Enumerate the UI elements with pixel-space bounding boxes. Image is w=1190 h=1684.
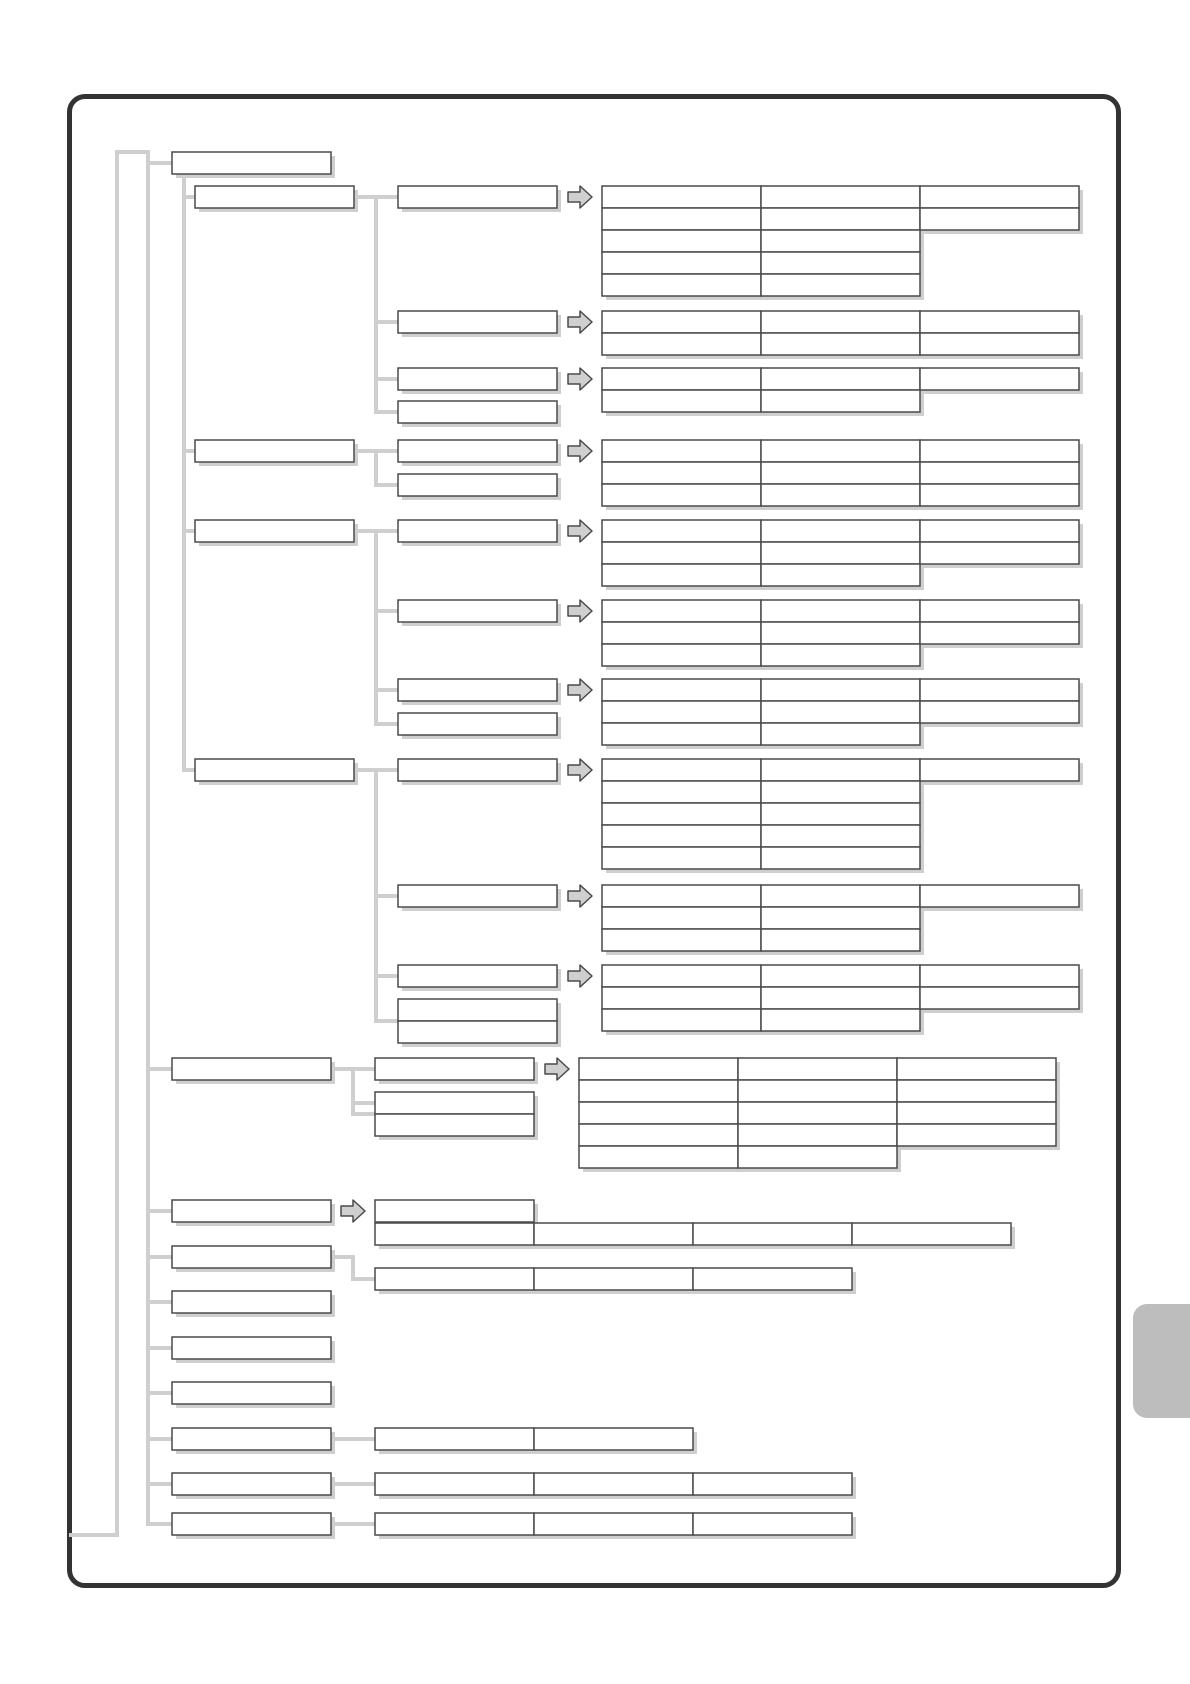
option-cell	[375, 1223, 538, 1249]
box-face	[579, 1124, 738, 1146]
box-face	[602, 484, 761, 506]
box-face	[398, 999, 557, 1021]
option-cell	[920, 622, 1083, 648]
box-face	[172, 1382, 331, 1404]
option-cell	[738, 1146, 901, 1172]
box-face	[602, 885, 761, 907]
box-face	[398, 965, 557, 987]
option-cell	[920, 542, 1083, 568]
option-cell	[920, 701, 1083, 727]
box-face	[172, 1513, 331, 1535]
right-arrow-icon	[568, 885, 592, 907]
box-face	[172, 1246, 331, 1268]
box-face	[602, 701, 761, 723]
option-cell	[534, 1428, 697, 1454]
box-face	[375, 1223, 534, 1245]
option-cell	[602, 564, 765, 590]
menu-item-box	[398, 679, 561, 705]
menu-item-box	[172, 1473, 335, 1499]
option-cell	[920, 759, 1083, 785]
box-face	[761, 208, 920, 230]
box-face	[738, 1080, 897, 1102]
box-face	[172, 1200, 331, 1222]
box-face	[761, 803, 920, 825]
box-face	[920, 679, 1079, 701]
option-cell	[602, 390, 765, 416]
box-face	[738, 1102, 897, 1124]
option-cell	[602, 333, 765, 359]
box-face	[195, 759, 354, 781]
box-face	[172, 1291, 331, 1313]
box-face	[602, 230, 761, 252]
box-face	[761, 333, 920, 355]
box-face	[398, 679, 557, 701]
box-face	[375, 1473, 534, 1495]
box-face	[852, 1223, 1011, 1245]
box-face	[602, 600, 761, 622]
box-face	[761, 885, 920, 907]
box-face	[761, 390, 920, 412]
option-cell	[920, 484, 1083, 510]
right-arrow-icon	[545, 1058, 569, 1080]
box-face	[920, 622, 1079, 644]
box-face	[602, 803, 761, 825]
option-cell	[534, 1473, 697, 1499]
box-face	[602, 520, 761, 542]
box-face	[398, 759, 557, 781]
option-cell	[761, 274, 924, 300]
option-cell	[761, 847, 924, 873]
right-arrow-icon	[568, 186, 592, 208]
option-cell	[761, 484, 924, 510]
option-cell	[375, 1473, 538, 1499]
box-face	[761, 679, 920, 701]
box-face	[738, 1058, 897, 1080]
box-face	[920, 333, 1079, 355]
box-face	[602, 965, 761, 987]
menu-item-box	[375, 1114, 538, 1140]
box-face	[920, 311, 1079, 333]
box-face	[920, 759, 1079, 781]
menu-item-box	[172, 1291, 335, 1317]
menu-item-box	[398, 186, 561, 212]
box-face	[172, 1428, 331, 1450]
box-face	[602, 274, 761, 296]
box-face	[693, 1513, 852, 1535]
option-cell	[920, 885, 1083, 911]
box-face	[172, 152, 331, 174]
box-face	[172, 1058, 331, 1080]
box-face	[398, 311, 557, 333]
option-cell	[534, 1268, 697, 1294]
option-cell	[579, 1146, 742, 1172]
menu-item-box	[172, 152, 335, 178]
box-face	[579, 1080, 738, 1102]
option-cell	[897, 1124, 1060, 1150]
box-face	[761, 311, 920, 333]
box-face	[172, 1337, 331, 1359]
box-face	[761, 759, 920, 781]
box-face	[761, 368, 920, 390]
box-face	[398, 713, 557, 735]
option-cell	[375, 1513, 538, 1539]
box-face	[602, 333, 761, 355]
box-face	[398, 368, 557, 390]
option-cell	[761, 929, 924, 955]
box-face	[602, 564, 761, 586]
menu-item-box	[195, 186, 358, 212]
box-face	[375, 1513, 534, 1535]
box-face	[761, 1009, 920, 1031]
box-face	[375, 1268, 534, 1290]
menu-item-box	[398, 885, 561, 911]
box-face	[602, 311, 761, 333]
box-face	[534, 1473, 693, 1495]
box-face	[375, 1428, 534, 1450]
box-face	[375, 1058, 534, 1080]
box-face	[738, 1146, 897, 1168]
option-cell	[602, 644, 765, 670]
box-face	[897, 1080, 1056, 1102]
box-face	[602, 462, 761, 484]
box-face	[761, 622, 920, 644]
menu-item-box	[398, 1021, 561, 1047]
right-arrow-icon	[568, 600, 592, 622]
menu-item-box	[398, 311, 561, 337]
box-face	[761, 701, 920, 723]
menu-item-box	[172, 1200, 335, 1226]
box-face	[602, 208, 761, 230]
box-face	[920, 208, 1079, 230]
option-cell	[375, 1428, 538, 1454]
menu-item-box	[195, 520, 358, 546]
box-face	[195, 440, 354, 462]
box-face	[602, 252, 761, 274]
menu-item-box	[195, 440, 358, 466]
box-face	[398, 401, 557, 423]
box-face	[375, 1114, 534, 1136]
menu-item-box	[398, 368, 561, 394]
box-face	[693, 1473, 852, 1495]
box-face	[920, 987, 1079, 1009]
box-face	[602, 679, 761, 701]
box-face	[761, 542, 920, 564]
box-face	[761, 781, 920, 803]
box-face	[195, 520, 354, 542]
box-face	[602, 759, 761, 781]
box-face	[398, 1021, 557, 1043]
option-cell	[761, 644, 924, 670]
right-arrow-icon	[341, 1200, 365, 1222]
box-face	[761, 825, 920, 847]
right-arrow-icon	[568, 520, 592, 542]
box-face	[602, 723, 761, 745]
menu-item-box	[398, 600, 561, 626]
menu-item-box	[172, 1513, 335, 1539]
menu-item-box	[375, 1200, 538, 1226]
box-face	[920, 701, 1079, 723]
right-arrow-icon	[568, 311, 592, 333]
box-face	[398, 186, 557, 208]
box-face	[398, 520, 557, 542]
box-face	[897, 1124, 1056, 1146]
option-cell	[920, 368, 1083, 394]
option-cell	[693, 1513, 856, 1539]
option-cell	[602, 1009, 765, 1035]
box-face	[579, 1102, 738, 1124]
box-face	[602, 542, 761, 564]
menu-item-box	[398, 759, 561, 785]
box-face	[761, 484, 920, 506]
box-face	[398, 440, 557, 462]
box-face	[602, 987, 761, 1009]
box-face	[602, 186, 761, 208]
box-face	[602, 622, 761, 644]
box-face	[920, 440, 1079, 462]
box-face	[920, 542, 1079, 564]
box-face	[579, 1146, 738, 1168]
box-face	[761, 230, 920, 252]
option-cell	[693, 1223, 856, 1249]
box-face	[761, 907, 920, 929]
box-face	[602, 1009, 761, 1031]
box-face	[761, 644, 920, 666]
menu-item-box	[398, 713, 561, 739]
box-face	[602, 781, 761, 803]
box-face	[761, 520, 920, 542]
box-face	[534, 1223, 693, 1245]
box-face	[602, 440, 761, 462]
box-face	[920, 484, 1079, 506]
menu-item-box	[398, 401, 561, 427]
box-face	[693, 1223, 852, 1245]
option-cell	[534, 1223, 697, 1249]
box-face	[761, 929, 920, 951]
menu-item-box	[398, 474, 561, 500]
box-face	[897, 1102, 1056, 1124]
box-face	[920, 520, 1079, 542]
menu-item-box	[172, 1337, 335, 1363]
box-face	[761, 462, 920, 484]
box-face	[693, 1268, 852, 1290]
box-face	[761, 965, 920, 987]
box-face	[579, 1058, 738, 1080]
option-cell	[602, 929, 765, 955]
box-face	[534, 1513, 693, 1535]
box-face	[375, 1092, 534, 1114]
connector-lines	[71, 152, 398, 1535]
menu-item-box	[398, 965, 561, 991]
menu-item-box	[172, 1058, 335, 1084]
option-cell	[920, 987, 1083, 1013]
box-face	[920, 186, 1079, 208]
option-cell	[761, 1009, 924, 1035]
box-face	[398, 600, 557, 622]
right-arrow-icon	[568, 679, 592, 701]
option-cell	[920, 208, 1083, 234]
right-arrow-icon	[568, 368, 592, 390]
box-face	[761, 723, 920, 745]
option-cell	[602, 723, 765, 749]
option-cell	[375, 1268, 538, 1294]
box-face	[602, 368, 761, 390]
option-cell	[761, 333, 924, 359]
option-cell	[693, 1473, 856, 1499]
box-face	[761, 252, 920, 274]
right-arrow-icon	[568, 440, 592, 462]
box-face	[398, 474, 557, 496]
box-face	[534, 1268, 693, 1290]
box-face	[920, 885, 1079, 907]
option-cell	[761, 390, 924, 416]
box-face	[534, 1428, 693, 1450]
option-cell	[761, 564, 924, 590]
menu-item-box	[398, 520, 561, 546]
box-face	[761, 186, 920, 208]
option-cell	[852, 1223, 1015, 1249]
option-cell	[693, 1268, 856, 1294]
menu-boxes	[172, 152, 1083, 1539]
menu-item-box	[172, 1246, 335, 1272]
box-face	[602, 907, 761, 929]
box-face	[920, 600, 1079, 622]
box-face	[602, 929, 761, 951]
box-face	[761, 274, 920, 296]
box-face	[195, 186, 354, 208]
box-face	[602, 390, 761, 412]
box-face	[761, 600, 920, 622]
box-face	[602, 847, 761, 869]
right-arrow-icon	[568, 965, 592, 987]
option-cell	[534, 1513, 697, 1539]
option-cell	[602, 847, 765, 873]
option-cell	[920, 333, 1083, 359]
right-arrow-icon	[568, 759, 592, 781]
box-face	[920, 462, 1079, 484]
box-face	[920, 965, 1079, 987]
box-face	[761, 847, 920, 869]
option-cell	[602, 274, 765, 300]
option-cell	[602, 484, 765, 510]
box-face	[761, 987, 920, 1009]
box-face	[602, 644, 761, 666]
box-face	[761, 564, 920, 586]
box-face	[602, 825, 761, 847]
option-cell	[761, 723, 924, 749]
box-face	[375, 1200, 534, 1222]
box-face	[761, 440, 920, 462]
box-face	[172, 1473, 331, 1495]
box-face	[738, 1124, 897, 1146]
menu-item-box	[398, 440, 561, 466]
menu-item-box	[172, 1428, 335, 1454]
box-face	[897, 1058, 1056, 1080]
menu-item-box	[195, 759, 358, 785]
menu-item-box	[375, 1058, 538, 1084]
menu-item-box	[172, 1382, 335, 1408]
box-face	[920, 368, 1079, 390]
box-face	[398, 885, 557, 907]
